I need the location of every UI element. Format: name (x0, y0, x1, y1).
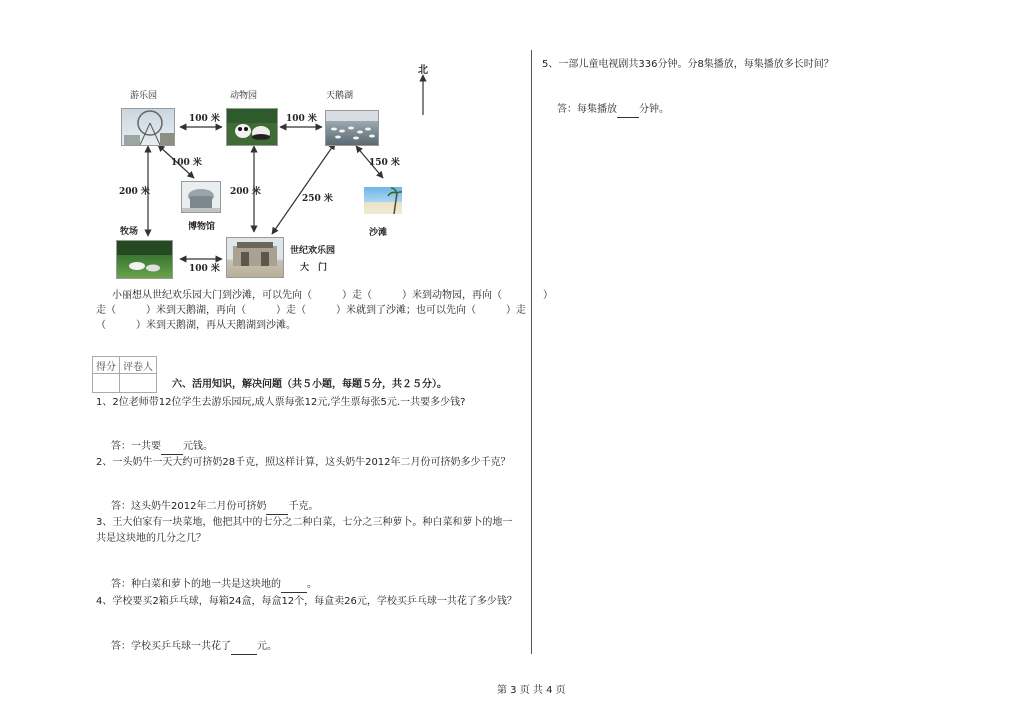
score-cell[interactable] (93, 374, 120, 393)
answer-2-blank[interactable] (266, 500, 288, 515)
dist-you-mu: 200 米 (119, 187, 150, 197)
label-shatan: 沙滩 (369, 228, 388, 238)
answer-5-blank[interactable] (617, 103, 639, 118)
answer-2-pre: 答：这头奶牛2012年二月份可挤奶 (111, 501, 267, 512)
answer-1-blank[interactable] (161, 440, 183, 455)
column-divider (531, 50, 532, 654)
label-muchang: 牧场 (120, 227, 139, 237)
dist-dong-tian: 100 米 (286, 114, 317, 124)
answer-4-pre: 答：学校买乒乓球一共花了 (111, 641, 231, 652)
label-youleyuan: 游乐园 (130, 91, 158, 101)
answer-1 (111, 440, 213, 455)
answer-1-pre: 答：一共要 (111, 441, 161, 452)
bowuguan-photo (181, 181, 221, 213)
label-shiji-line1: 世纪欢乐园 (290, 246, 336, 256)
label-shiji-line2: 大 门 (300, 263, 328, 273)
dist-dong-shiji: 200 米 (230, 187, 261, 197)
answer-3-blank[interactable] (281, 578, 307, 593)
edge-shiji-tian (272, 143, 335, 234)
answer-4-blank[interactable] (231, 640, 257, 655)
shatan-photo (364, 187, 402, 214)
answer-5 (557, 103, 669, 118)
answer-2-post: 千克。 (288, 501, 319, 512)
map-question-line1: 小丽想从世纪欢乐园大门到沙滩，可以先向（ ）走（ ）米到动物园，再向（ (112, 290, 502, 301)
answer-1-post: 元钱。 (183, 441, 213, 452)
page-footer: 第 3 页 共 4 页 (497, 685, 566, 696)
score-label: 得分 (93, 357, 120, 374)
dist-tian-sha: 150 米 (369, 158, 400, 168)
answer-3 (111, 578, 317, 593)
question-2: 2、一头奶牛一天大约可挤奶28千克，照这样计算，这头奶牛2012年二月份可挤奶多少千克？ (96, 457, 511, 468)
answer-3-pre: 答：种白菜和萝卜的地一共是这块地的 (111, 579, 281, 590)
dist-shiji-tian: 250 米 (302, 194, 333, 204)
dist-you-bo: 100 米 (171, 158, 202, 168)
answer-5-post: 分钟。 (639, 104, 669, 115)
dist-mu-shiji: 100 米 (189, 264, 220, 274)
score-box (92, 356, 157, 393)
answer-4 (111, 640, 277, 655)
answer-4-post: 元。 (257, 641, 277, 652)
youleyuan-photo (121, 108, 175, 146)
question-5: 5、一部儿童电视剧共336分钟。分8集播放，每集播放多长时间？ (542, 59, 834, 70)
tianehu-photo (325, 110, 379, 146)
map-question-line3: （ ）米到天鹅湖，再从天鹅湖到沙滩。 (96, 320, 296, 331)
answer-2 (111, 500, 318, 515)
muchang-photo (116, 240, 173, 279)
shiji-gate-photo (226, 237, 284, 278)
map-diagram (0, 0, 531, 290)
dist-you-dong: 100 米 (189, 114, 220, 124)
north-label: 北 (418, 65, 428, 76)
question-3-line2: 共是这块地的几分之几？ (96, 533, 206, 544)
label-dongwuyuan: 动物园 (230, 91, 258, 101)
label-tianehu: 天鹅湖 (326, 91, 354, 101)
reviewer-cell[interactable] (120, 374, 157, 393)
question-1: 1、2位老师带12位学生去游乐园玩,成人票每张12元,学生票每张5元.一共要多少钱? (96, 397, 466, 408)
label-bowuguan: 博物馆 (188, 222, 216, 232)
section-title: 六、活用知识，解决问题（共５小题，每题５分，共２５分）。 (172, 379, 447, 390)
question-4: 4、学校要买2箱乒乓球，每箱24盒，每盒12个，每盒卖26元，学校买乒乓球一共花了多少钱？ (96, 596, 517, 607)
question-3-line1: 3、王大伯家有一块菜地，他把其中的七分之二种白菜，七分之三种萝卜。种白菜和萝卜的地一 (96, 517, 513, 528)
answer-3-post: 。 (307, 579, 317, 590)
map-question-right-paren: ） (543, 290, 553, 301)
answer-5-pre: 答：每集播放 (557, 104, 617, 115)
map-question-line2: 走（ ）米到天鹅湖，再向（ ）走（ ）米就到了沙滩；也可以先向（ ）走 (96, 305, 526, 316)
dongwuyuan-photo (226, 108, 278, 146)
reviewer-label: 评卷人 (120, 357, 157, 374)
